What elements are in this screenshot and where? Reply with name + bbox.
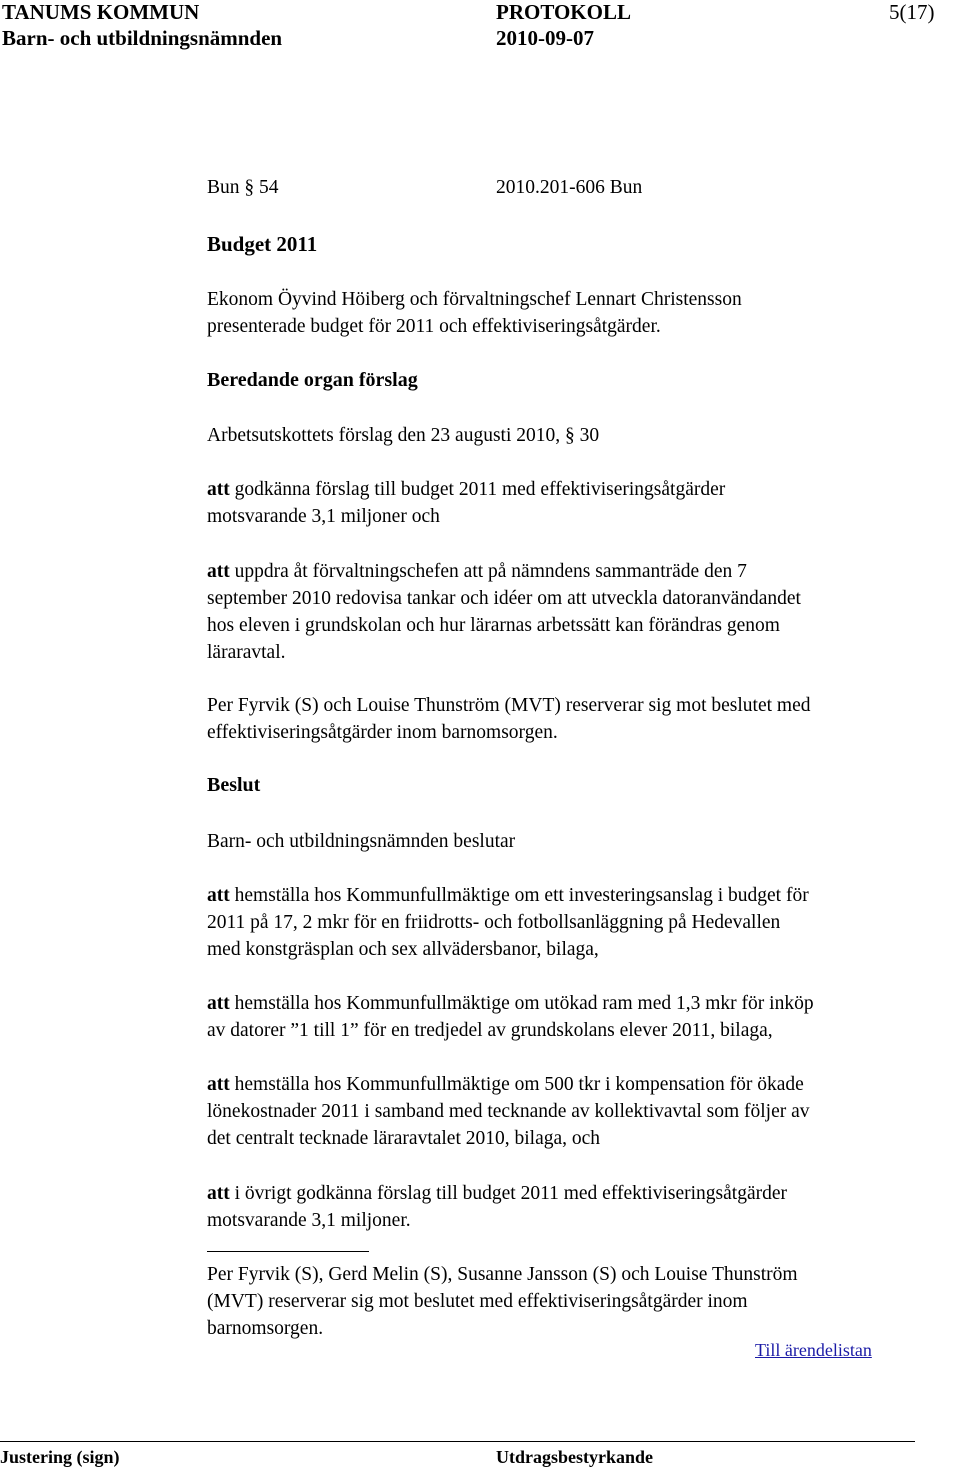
decision-line: lönekostnader 2011 i samband med tecknande av kollektivavtal som följer av [207, 1101, 810, 1122]
page-number: 5(17) [889, 0, 935, 24]
decision-line: av datorer ”1 till 1” för en tredjedel av grundskolans elever 2011, bilaga, [207, 1020, 773, 1041]
proposal-paragraph-2 [207, 558, 937, 666]
decision-line: hemställa hos Kommunfullmäktige om 500 tkr i kompensation för ökade [229, 1074, 804, 1095]
intro-line: presenterade budget för 2011 och effektiviseringsåtgärder. [207, 316, 661, 337]
reservation-line: Per Fyrvik (S) och Louise Thunström (MVT) reserverar sig mot beslutet med [207, 695, 811, 716]
intro-line: Ekonom Öyvind Höiberg och förvaltningschef Lennart Christensson [207, 289, 742, 310]
preparatory-heading: Beredande organ förslag [207, 369, 418, 391]
decision-heading: Beslut [207, 774, 261, 796]
separator-rule [207, 1251, 369, 1252]
att-keyword: att [207, 561, 230, 582]
intro-paragraph [207, 286, 937, 340]
att-keyword: att [207, 993, 230, 1014]
decision-line: motsvarande 3,1 miljoner. [207, 1210, 411, 1231]
decision-paragraph-3 [207, 1071, 937, 1152]
decision-line: det centralt tecknade läraravtalet 2010, bilaga, och [207, 1128, 601, 1149]
decision-paragraph-2 [207, 990, 937, 1044]
meeting-date: 2010-09-07 [496, 26, 594, 50]
att-keyword: att [207, 885, 230, 906]
adjusting-signature-label: Justering (sign) [0, 1447, 120, 1467]
agenda-list-link[interactable]: Till ärendelistan [755, 1340, 872, 1360]
footer-rule [0, 1441, 915, 1442]
decision-line: hemställa hos Kommunfullmäktige om ett investeringsanslag i budget för [229, 885, 809, 906]
att-keyword: att [207, 479, 230, 500]
decision-paragraph-1 [207, 882, 937, 963]
decision-line: med konstgräsplan och sex allvädersbanor, bilaga, [207, 939, 599, 960]
item-reference: 2010.201-606 Bun [496, 177, 643, 198]
certificate-label: Utdragsbestyrkande [496, 1447, 654, 1467]
preparatory-source: Arbetsutskottets förslag den 23 augusti 2010, § 30 [207, 425, 600, 446]
item-number: Bun § 54 [207, 177, 279, 198]
proposal-line: läraravtal. [207, 642, 286, 663]
organization-name: TANUMS KOMMUN [2, 0, 200, 24]
proposal-line: hos eleven i grundskolan och hur lärarnas arbetssätt kan förändras genom [207, 615, 780, 636]
proposal-line: motsvarande 3,1 miljoner och [207, 506, 440, 527]
decision-line: i övrigt godkänna förslag till budget 2011 med effektiviseringsåtgärder [229, 1183, 787, 1204]
reservation-paragraph-1 [207, 692, 937, 746]
document-type: PROTOKOLL [496, 0, 631, 24]
att-keyword: att [207, 1183, 230, 1204]
att-keyword: att [207, 1074, 230, 1095]
proposal-line: godkänna förslag till budget 2011 med effektiviseringsåtgärder [229, 479, 726, 500]
decision-line: 2011 på 17, 2 mkr för en friidrotts- och fotbollsanläggning på Hedevallen [207, 912, 781, 933]
item-title: Budget 2011 [207, 232, 318, 256]
reservation-paragraph-2 [207, 1261, 937, 1342]
decision-intro: Barn- och utbildningsnämnden beslutar [207, 831, 516, 852]
decision-paragraph-4 [207, 1180, 937, 1234]
proposal-line: september 2010 redovisa tankar och idéer om att utveckla datoranvändandet [207, 588, 801, 609]
proposal-line: uppdra åt förvaltningschefen att på nämndens sammanträde den 7 [229, 561, 747, 582]
reservation-line: effektiviseringsåtgärder inom barnomsorgen. [207, 722, 558, 743]
reservation-line: Per Fyrvik (S), Gerd Melin (S), Susanne Jansson (S) och Louise Thunström [207, 1264, 798, 1285]
reservation-line: (MVT) reserverar sig mot beslutet med effektiviseringsåtgärder inom [207, 1291, 748, 1312]
committee-name: Barn- och utbildningsnämnden [2, 26, 283, 50]
decision-line: hemställa hos Kommunfullmäktige om utökad ram med 1,3 mkr för inköp [229, 993, 814, 1014]
proposal-paragraph-1 [207, 476, 937, 530]
reservation-line: barnomsorgen. [207, 1318, 324, 1339]
